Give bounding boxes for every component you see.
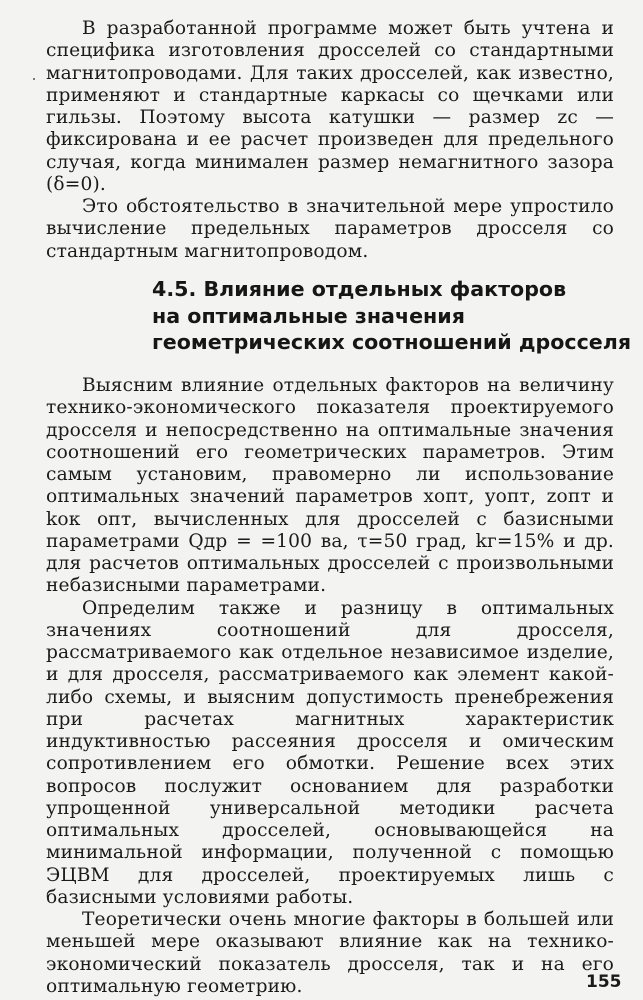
paragraph: В разработанной программе может быть учтена и специфика изготовления дросселей со стандартными магнитопроводами. Для таких дросселей, как известно, применяют и стандартные каркасы со щечками или гильзы. Поэтому высота катушки — размер zс — фиксирована и ее расчет произведен для предельного случая, когда минимален размер немагнитного зазора (δ=0). (46, 18, 614, 195)
paragraph: Определим также и разницу в оптимальных значениях соотношений для дросселя, рассматриваемого как отдельное независимое изделие, и для дросселя, рассматриваемого как элемент какой-либо схемы, и выясним допустимость пренебрежения при расчетах магнитных характеристик индуктивностью рассеяния дросселя и омическим сопротивлением его обмотки. Решение всех этих вопросов послужит основанием для разработки упрощенной универсальной методики расчета оптимальных дросселей, основывающейся на минимальной информации, полученной с помощью ЭЦВМ для дросселей, проектируемых лишь с базисными условиями работы. (46, 597, 614, 908)
paragraph: Это обстоятельство в значительной мере упростило вычисление предельных параметров дросселя со стандартным магнитопроводом. (46, 196, 614, 262)
paragraph: Выясним влияние отдельных факторов на величину технико-экономического показателя проектируемого дросселя и непосредственно на оптимальные значения соотношений его геометрических параметров. Этим самым установим, правомерно ли использование оптимальных значений параметров xопт, yопт, zопт и kок опт, вычисленных для дросселей с базисными параметрами Qдр = =100 ва, τ=50 град, kг=15% и др. для расчетов оптимальных дросселей с произвольными небазисными параметрами. (46, 375, 614, 597)
heading-line-2: на оптимальные значения (152, 303, 465, 328)
page-number: 155 (586, 972, 622, 992)
heading-title-line: Влияние отдельных факторов (203, 277, 567, 301)
intro-text (46, 18, 614, 263)
section-number: 4.5. (152, 277, 197, 301)
paragraph: Теоретически очень многие факторы в большей или меньшей мере оказывают влияние как на технико-экономический показатель дросселя, так и на его оптимальную геометрию. (46, 909, 614, 997)
section-heading (152, 276, 632, 356)
heading-line-3: геометрических соотношений дросселя (152, 330, 632, 354)
scan-speck (33, 78, 35, 80)
heading-line-1 (152, 276, 622, 303)
section-body (46, 375, 614, 998)
